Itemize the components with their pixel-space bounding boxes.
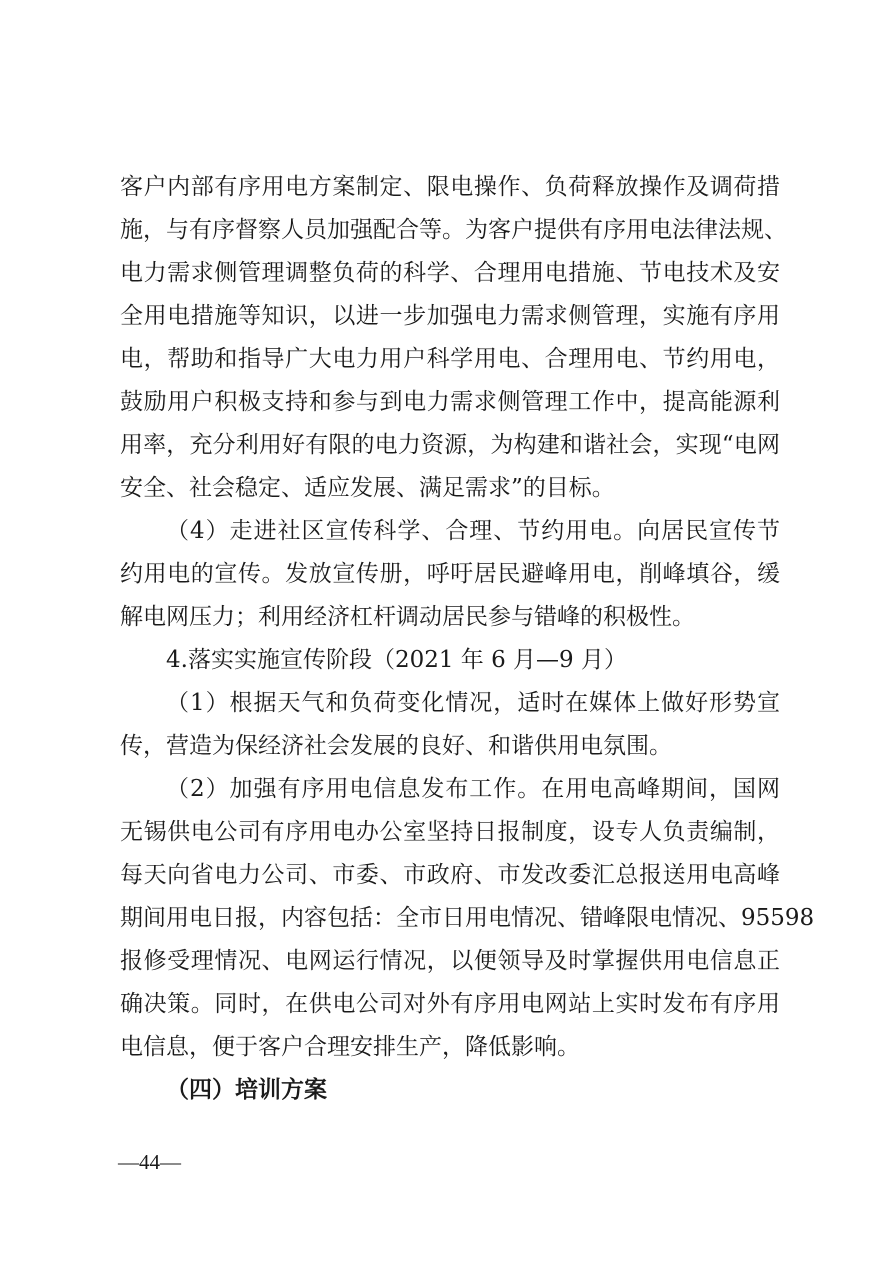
body-text-line: 每天向省电力公司、市委、市政府、市发改委汇总报送用电高峰: [120, 862, 780, 888]
body-text-line: 电信息，便于客户合理安排生产，降低影响。: [120, 1034, 580, 1060]
body-text-line: 用率，充分利用好有限的电力资源，为构建和谐社会，实现“电网: [120, 432, 780, 458]
body-text-line: 确决策。同时，在供电公司对外有序用电网站上实时发布有序用: [120, 991, 780, 1017]
body-text-line: 期间用电日报，内容包括：全市日用电情况、错峰限电情况、95598: [120, 905, 815, 931]
body-text-line: 报修受理情况、电网运行情况，以便领导及时掌握供用电信息正: [120, 948, 780, 974]
paragraph-first-line: （4）走进社区宣传科学、合理、节约用电。向居民宣传节: [166, 518, 780, 544]
body-text-line: 施，与有序督察人员加强配合等。为客户提供有序用电法律法规、: [120, 217, 787, 243]
body-text-line: 电，帮助和指导广大电力用户科学用电、合理用电、节约用电，: [120, 346, 780, 372]
section-heading: 4.落实实施宣传阶段（2021 年 6 月—9 月）: [166, 647, 627, 673]
page-number: —44—: [118, 1150, 181, 1174]
paragraph-first-line: （2）加强有序用电信息发布工作。在用电高峰期间，国网: [166, 776, 780, 802]
body-text-line: 解电网压力；利用经济杠杆调动居民参与错峰的积极性。: [120, 604, 695, 630]
body-text-line: 全用电措施等知识，以进一步加强电力需求侧管理，实施有序用: [120, 303, 780, 329]
body-text-line: 鼓励用户积极支持和参与到电力需求侧管理工作中，提高能源利: [120, 389, 780, 415]
body-text-line: 约用电的宣传。发放宣传册，呼吁居民避峰用电，削峰填谷，缓: [120, 561, 780, 587]
body-text-line: 安全、社会稳定、适应发展、满足需求”的目标。: [120, 475, 615, 501]
body-text-line: 电力需求侧管理调整负荷的科学、合理用电措施、节电技术及安: [120, 260, 780, 286]
section-heading: （四）培训方案: [166, 1076, 327, 1103]
body-text-line: 无锡供电公司有序用电办公室坚持日报制度，设专人负责编制，: [120, 819, 780, 845]
body-text-line: 传，营造为保经济社会发展的良好、和谐供用电氛围。: [120, 733, 672, 759]
body-text-line: 客户内部有序用电方案制定、限电操作、负荷释放操作及调荷措: [120, 174, 780, 200]
paragraph-first-line: （1）根据天气和负荷变化情况，适时在媒体上做好形势宣: [166, 690, 780, 716]
